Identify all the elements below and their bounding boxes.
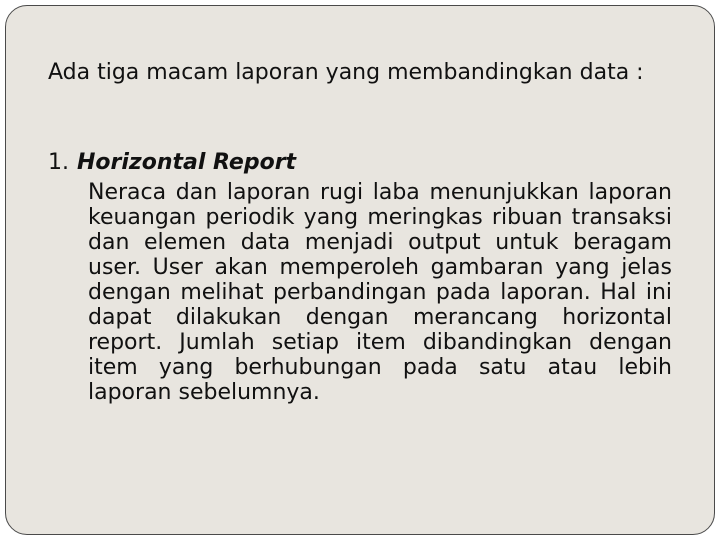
list-item-title: Horizontal Report [77,150,297,175]
list-item-body: Neraca dan laporan rugi laba menunjukkan laporan keuangan periodik yang meringkas ribuan transaksi dan elemen data menjadi output untuk beragam user. User akan memperoleh gambaran yang jelas dengan melihat perbandingan pada laporan. Hal ini dapat dilakukan dengan merancang horizontal report. Jumlah setiap item dibandingkan dengan item yang berhubungan pada satu atau lebih laporan sebelumnya. [88,180,672,405]
intro-text: Ada tiga macam laporan yang membandingkan data : [48,60,644,85]
list-item-number: 1. [48,150,69,175]
slide-card [5,5,715,535]
list-item-heading [48,148,296,178]
